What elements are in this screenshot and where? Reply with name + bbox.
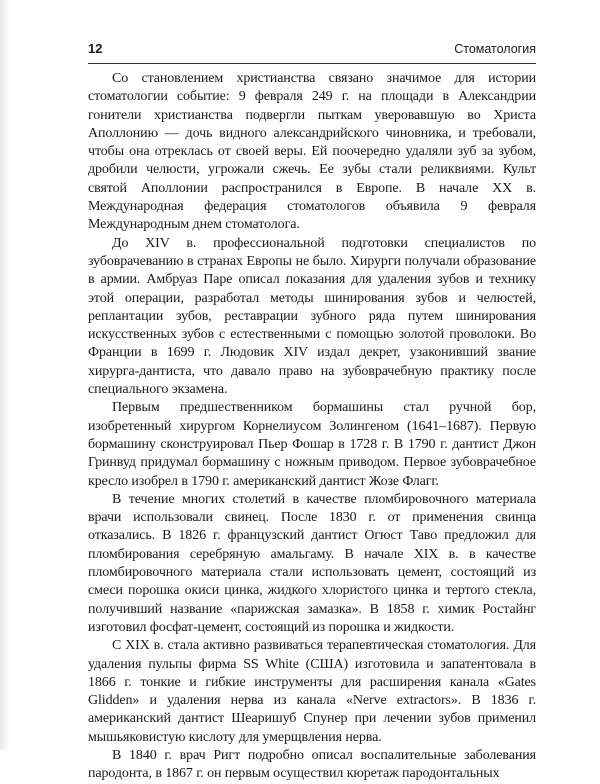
page-edge-shadow [0,0,10,750]
paragraph-periodontal: В 1840 г. врач Ригт подробно описал воспалительные заболевания пародонта, в 1867 г. он первым осуществил кюретаж пародонтальных [88,747,536,782]
page-header [88,40,536,60]
header-rule [88,63,536,64]
running-title: Стоматология [454,42,536,56]
page-number: 12 [88,41,103,56]
body-text [88,70,536,784]
paragraph-therapeutic-dentistry: С XIX в. стала активно развиваться терапевтическая стоматология. Для удаления пульпы фирма SS White (США) изготовила и запатентовала в 1866 г. тонкие и гибкие инструменты для расширения канала «Gates Glidden» и удаления нерва из канала «Nerve extractors». В 1836 г. американский дантист Шеаришуб Спунер при лечении зубов применил мышьяковистую кислоту для умерщвления нерва. [88,638,536,745]
paragraph-filling-materials: В течение многих столетий в качестве пломбировочного материала врачи использовали свинец. После 1830 г. от применения свинца отказались. В 1826 г. французский дантист Огюст Таво предложил для пломбирования серебряную амальгаму. В начале XIX в. в качестве пломбировочного материала стали использовать цемент, состоящий из смеси порошка окиси цинка, жидкого хлористого цинка и тертого стекла, получивший название «парижская замазка». В 1858 г. химик Ростайнг изготовил фосфат-цемент, состоящий из порошка и жидкости. [88,491,536,635]
paragraph-xiv-century: До XIV в. профессиональной подготовки специалистов по зубоврачеванию в странах Европы не было. Хирурги получали образование в армии. Амбруаз Паре описал показания для удаления зубов и технику этой операции, разработал методы шинирования зубов и челюстей, реплантации зубов, реставрации зубного ряда путем шинирования искусственных зубов с естественными с помощью золотой проволоки. Во Франции в 1699 г. Людовик XIV издал декрет, узаконивший звание хирурга-дантиста, что давало право на зубоврачебную практику после специального экзамена. [88,235,536,398]
paragraph-drill: Первым предшественником бормашины стал ручной бор, изобретенный хирургом Корнелиусом Золингеном (1641–1687). Первую бормашину сконструировал Пьер Фошар в 1728 г. В 1790 г. дантист Джон Гринвуд придумал бормашину с ножным приводом. Первое зубоврачебное кресло изобрел в 1790 г. американский дантист Жозе Флагг. [88,400,536,489]
paragraph-apollonia: Со становлением христианства связано значимое для истории стоматологии событие: 9 февраля 249 г. на площади в Александрии гонители христианства подвергли пыткам уверовавшую во Христа Аполлонию — дочь видного александрийского чиновника, и требовали, чтобы она отреклась от своей веры. Ей поочередно удаляли зуб за зубом, дробили челюсти, угрожали сжечь. Ее зубы стали реликвиями. Культ святой Аполлонии распространился в Европе. В начале XX в. Международная федерация стоматологов объявила 9 февраля Международным днем стоматолога. [88,71,536,233]
